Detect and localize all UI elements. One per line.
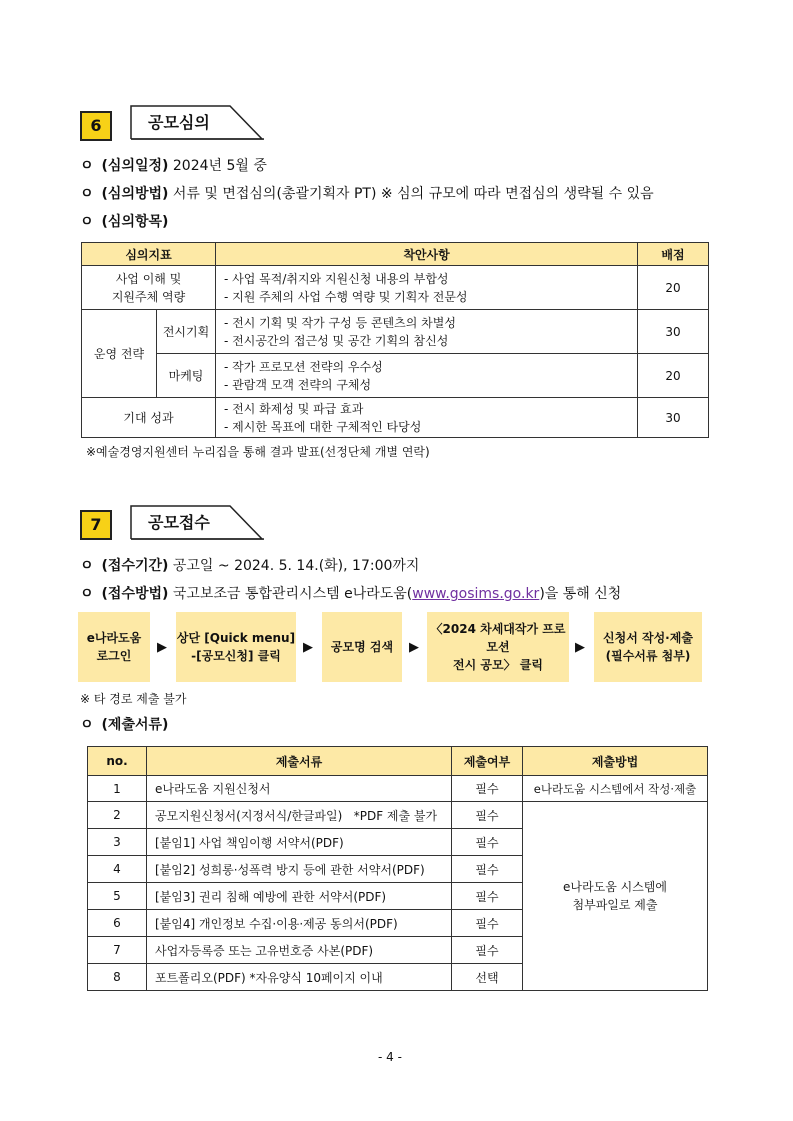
score-cell: 20: [638, 266, 709, 310]
flow-step-select-contest: 〈2024 차세대작가 프로모션 전시 공모〉 클릭: [427, 612, 569, 682]
points-cell: - 사업 목적/취지와 지원신청 내용의 부합성 - 지원 주체의 사업 수행 역량 및 기획자 전문성: [216, 266, 638, 310]
table-row: 7 사업자등록증 또는 고유번호증 사본(PDF) 필수: [88, 937, 708, 964]
result-note: ※예술경영지원센터 누리집을 통해 결과 발표(선정단체 개별 연락): [86, 445, 430, 459]
points-cell: - 전시 기획 및 작가 구성 등 콘텐츠의 차별성 - 전시공간의 접근성 및 공간 기획의 참신성: [216, 310, 638, 354]
table-row: [82, 354, 709, 398]
section-title-box: [130, 504, 270, 538]
table-row: 3 [붙임1] 사업 책임이행 서약서(PDF) 필수: [88, 829, 708, 856]
group-cell: 운영 전략: [82, 310, 157, 398]
documents-table: [87, 746, 708, 991]
flow-step-quick-menu: 상단 [Quick menu] -[공모신청] 클릭: [176, 612, 296, 682]
score-cell: 30: [638, 310, 709, 354]
gosims-link[interactable]: www.gosims.go.kr: [412, 586, 540, 602]
section-title-box: [130, 104, 270, 138]
page-number: - 4 -: [378, 1050, 402, 1064]
flow-step-login: e나라도움 로그인: [78, 612, 150, 682]
table-row: 6 [붙임4] 개인정보 수집·이용·제공 동의서(PDF) 필수: [88, 910, 708, 937]
section-title: 공모심의: [148, 113, 210, 132]
section-title: 공모접수: [148, 513, 210, 532]
bullet-symbol: ㅇ: [80, 717, 94, 733]
bullet-symbol: ㅇ: [80, 158, 94, 174]
table-row: [82, 310, 709, 354]
table-row: 4 [붙임2] 성희롱·성폭력 방지 등에 관한 서약서(PDF) 필수: [88, 856, 708, 883]
flow-arrow-icon: ▶: [303, 640, 313, 655]
bullet-method: ㅇ (심의방법) 서류 및 면접심의(총괄기획자 PT) ※ 심의 규모에 따라 면접심의 생략될 수 있음: [80, 186, 654, 202]
points-cell: - 전시 화제성 및 파급 효과 - 제시한 목표에 대한 구체적인 타당성: [216, 398, 638, 438]
section-number-badge: 6: [80, 111, 112, 141]
score-cell: 20: [638, 354, 709, 398]
indicator-cell: 사업 이해 및 지원주체 역량: [82, 266, 216, 310]
table-row: [82, 266, 709, 310]
table-row: [82, 398, 709, 438]
flow-arrow-icon: ▶: [157, 640, 167, 655]
review-criteria-table: [81, 242, 709, 438]
bullet-period: ㅇ (접수기간) 공고일 ~ 2024. 5. 14.(화), 17:00까지: [80, 558, 420, 574]
bullet-symbol: ㅇ: [80, 558, 94, 574]
header-points: 착안사항: [216, 243, 638, 266]
bullet-symbol: ㅇ: [80, 186, 94, 202]
header-indicator: 심의지표: [82, 243, 216, 266]
table-row: 1 e나라도움 지원신청서 필수 e나라도움 시스템에서 작성·제출: [88, 776, 708, 802]
flow-note: ※ 타 경로 제출 불가: [80, 692, 187, 706]
method-cell: e나라도움 시스템에 첨부파일로 제출: [523, 802, 708, 991]
section-number-badge: 7: [80, 510, 112, 540]
table-row: 2 공모지원신청서(지정서식/한글파일) *PDF 제출 불가 필수 e나라도움 시스템에 첨부파일로 제출: [88, 802, 708, 829]
header-score: 배점: [638, 243, 709, 266]
header-document: 제출서류: [147, 747, 452, 776]
table-row: 5 [붙임3] 권리 침해 예방에 관한 서약서(PDF) 필수: [88, 883, 708, 910]
table-row: 8 포트폴리오(PDF) *자유양식 10페이지 이내 선택: [88, 964, 708, 991]
header-no: no.: [88, 747, 147, 776]
bullet-symbol: ㅇ: [80, 586, 94, 602]
header-required: 제출여부: [452, 747, 523, 776]
flow-arrow-icon: ▶: [409, 640, 419, 655]
flow-step-submit: 신청서 작성·제출 (필수서류 첨부): [594, 612, 702, 682]
bullet-documents: ㅇ (제출서류): [80, 717, 169, 733]
score-cell: 30: [638, 398, 709, 438]
bullet-method: ㅇ (접수방법) 국고보조금 통합관리시스템 e나라도움(www.gosims.go.kr)을 통해 신청: [80, 586, 622, 602]
method-cell: e나라도움 시스템에서 작성·제출: [523, 776, 708, 802]
sub-indicator-cell: 전시기획: [157, 310, 216, 354]
header-method: 제출방법: [523, 747, 708, 776]
points-cell: - 작가 프로모션 전략의 우수성 - 관람객 모객 전략의 구체성: [216, 354, 638, 398]
sub-indicator-cell: 마케팅: [157, 354, 216, 398]
flow-step-search: 공모명 검색: [322, 612, 402, 682]
flow-arrow-icon: ▶: [575, 640, 585, 655]
bullet-items: ㅇ (심의항목): [80, 214, 169, 230]
bullet-schedule: ㅇ (심의일정) 2024년 5월 중: [80, 158, 267, 174]
indicator-cell: 기대 성과: [82, 398, 216, 438]
bullet-symbol: ㅇ: [80, 214, 94, 230]
